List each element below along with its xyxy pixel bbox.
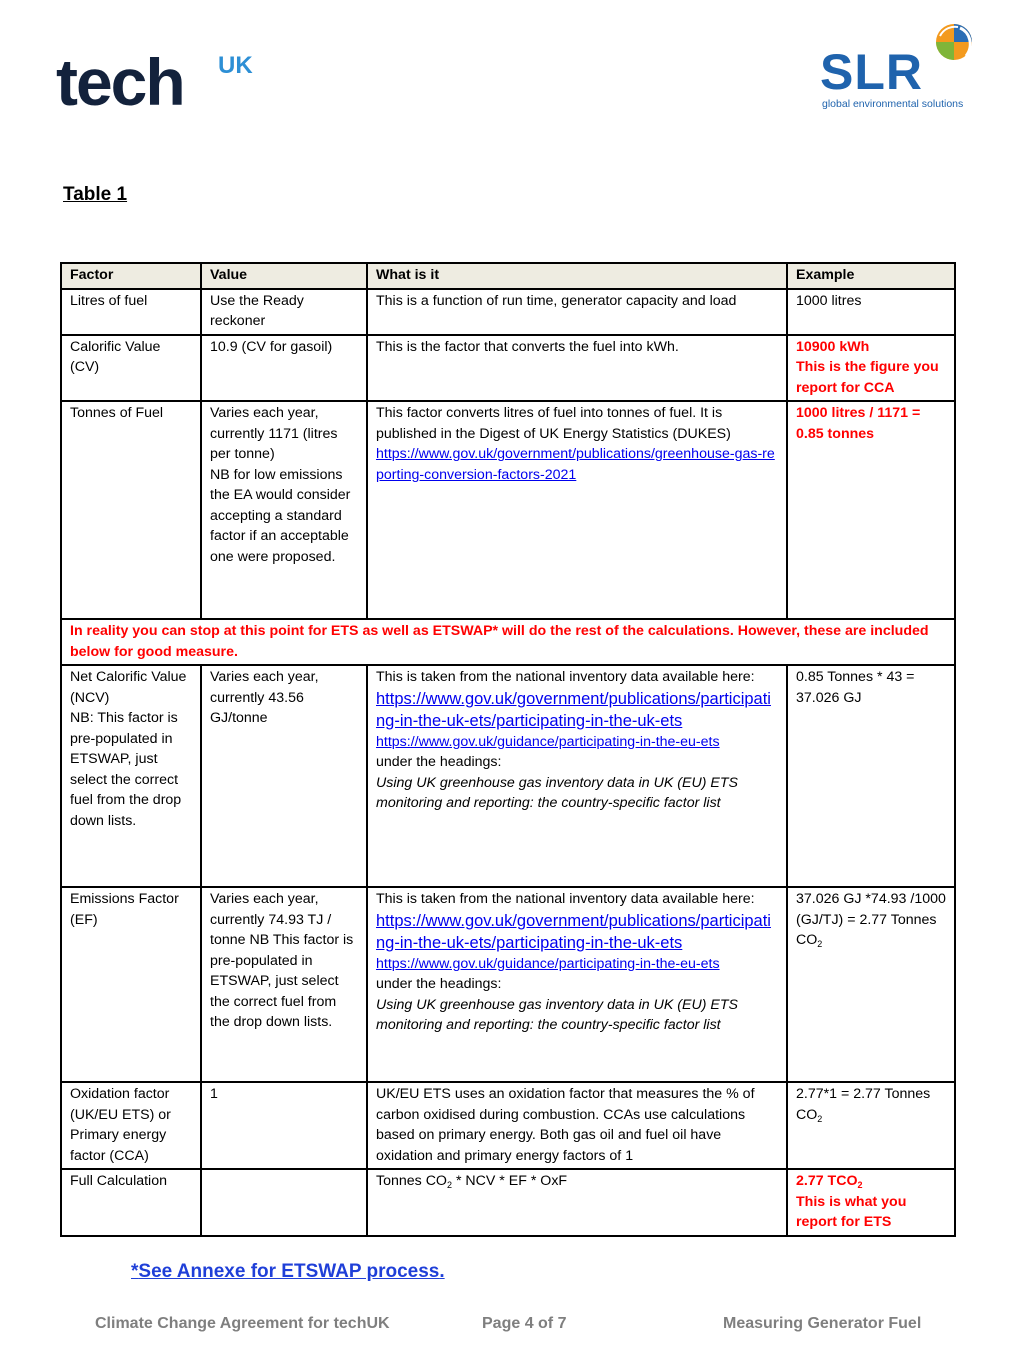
cell-what: This is the factor that converts the fuel into kWh. [367,335,787,402]
techuk-logo [56,46,266,118]
eu-ets-link[interactable]: https://www.gov.uk/guidance/participating-in-the-eu-ets [376,733,720,750]
annex-prefix: * [131,1261,139,1282]
cell-factor: Oxidation factor (UK/EU ETS) or Primary energy factor (CCA) [61,1082,201,1169]
header-example: Example [787,263,955,289]
full-what-post: * NCV * EF * OxF [452,1173,568,1189]
techuk-logo-superscript: UK [218,52,253,79]
cell-value: 1 [201,1082,367,1169]
cell-factor: Tonnes of Fuel [61,401,201,619]
table-row [61,335,955,402]
tonnes-value-text: Varies each year, currently 1171 (litres per tonne) [210,405,338,462]
header-factor: Factor [61,263,201,289]
etswap-notice: In reality you can stop at this point for ETS as well as ETSWAP* will do the rest of the calculations. However, these are included below for good measure. [61,619,955,665]
cell-value: Use the Ready reckoner [201,289,367,335]
table-row [61,887,955,1082]
full-what-pre: Tonnes CO [376,1173,447,1189]
cell-value: Varies each year, currently 43.56 GJ/tonne [201,665,367,887]
full-example-note: This is what you report for ETS [796,1193,907,1230]
cell-what [367,401,787,619]
footer-right: Measuring Generator Fuel [723,1315,922,1332]
table-row [61,401,955,619]
cell-example: 1000 litres [787,289,955,335]
table-row [61,1082,955,1169]
cv-example-note: This is the figure you report for CCA [796,359,939,396]
cell-factor [61,665,201,887]
full-what-subscript: 2 [446,1180,452,1190]
cell-value: Varies each year, currently 74.93 TJ / tonne NB This factor is pre-populated in ETSWAP, just select the correct fuel from the drop down lists. [201,887,367,1082]
ox-example-text: 2.77*1 = 2.77 Tonnes CO [796,1086,931,1123]
cell-value [201,1169,367,1236]
techuk-logo-word: tech [56,45,184,119]
cell-factor: Full Calculation [61,1169,201,1236]
tonnes-value-note: NB for low emissions the EA would consider accepting a standard factor if an acceptable one were proposed. [210,466,351,565]
ncv-what-heading: Using UK greenhouse gas inventory data in UK (EU) ETS monitoring and reporting: the country-specific factor list [376,774,738,811]
cell-factor: Emissions Factor (EF) [61,887,201,1082]
cell-value [201,401,367,619]
cell-what [367,665,787,887]
uk-ets-link[interactable]: https://www.gov.uk/government/publications/participating-in-the-uk-ets/participating-in-the-uk-ets [376,911,771,952]
ef-what-under: under the headings: [376,976,502,992]
table-row [61,665,955,887]
ncv-factor-name: Net Calorific Value (NCV) [70,669,187,706]
cell-what [367,887,787,1082]
dukes-link[interactable]: https://www.gov.uk/government/publications/greenhouse-gas-reporting-conversion-factors-2021 [376,446,775,483]
slr-logo-word: SLR [820,44,923,100]
globe-icon [930,18,978,66]
cell-factor: Litres of fuel [61,289,201,335]
tonnes-what-text: This factor converts litres of fuel into tonnes of fuel. It is published in the Digest of UK Energy Statistics (DUKES) [376,405,731,442]
ef-what-intro: This is taken from the national inventory data available here: [376,891,755,907]
cell-example [787,1082,955,1169]
annex-link-text[interactable]: See Annexe for ETSWAP process [138,1261,440,1282]
footer-page-number: Page 4 of 7 [482,1315,567,1332]
ef-example-subscript: 2 [817,939,823,949]
ef-example-text: 37.026 GJ *74.93 /1000 (GJ/TJ) = 2.77 Tonnes CO [796,891,946,948]
ncv-factor-note: NB: This factor is pre-populated in ETSWAP, just select the correct fuel from the drop down lists. [70,710,182,829]
cell-what: UK/EU ETS uses an oxidation factor that measures the % of carbon oxidised during combustion. CCAs use calculations based on primary energy. Both gas oil and fuel oil have oxidation and primary energy factors of 1 [367,1082,787,1169]
annex-suffix: . [439,1261,445,1282]
cell-factor: Calorific Value (CV) [61,335,201,402]
cell-example: 0.85 Tonnes * 43 = 37.026 GJ [787,665,955,887]
cell-what [367,1169,787,1236]
slr-logo [820,18,980,113]
header-what-is-it: What is it [367,263,787,289]
full-example-subscript: 2 [857,1180,863,1190]
ncv-what-under: under the headings: [376,754,502,770]
cell-value: 10.9 (CV for gasoil) [201,335,367,402]
table-row [61,1169,955,1236]
cell-example [787,887,955,1082]
cell-what: This is a function of run time, generator capacity and load [367,289,787,335]
ncv-what-intro: This is taken from the national inventory data available here: [376,669,755,685]
annex-link[interactable] [131,1261,445,1283]
cell-example [787,335,955,402]
cell-example: 1000 litres / 1171 = 0.85 tonnes [787,401,955,619]
ox-example-subscript: 2 [817,1113,823,1124]
table-header-row [61,263,955,289]
fuel-factors-table [60,262,956,1237]
notice-row [61,619,955,665]
ef-what-heading: Using UK greenhouse gas inventory data in UK (EU) ETS monitoring and reporting: the country-specific factor list [376,996,738,1033]
cell-example [787,1169,955,1236]
footer-left: Climate Change Agreement for techUK [95,1315,390,1332]
table-row [61,289,955,335]
full-example-text: 2.77 TCO [796,1173,858,1189]
slr-logo-tagline: global environmental solutions [822,98,964,110]
table-heading: Table 1 [63,184,128,205]
uk-ets-link[interactable]: https://www.gov.uk/government/publications/participating-in-the-uk-ets/participating-in-the-uk-ets [376,689,771,730]
header-value: Value [201,263,367,289]
cv-example-value: 10900 kWh [796,338,870,355]
eu-ets-link[interactable]: https://www.gov.uk/guidance/participating-in-the-eu-ets [376,955,720,972]
